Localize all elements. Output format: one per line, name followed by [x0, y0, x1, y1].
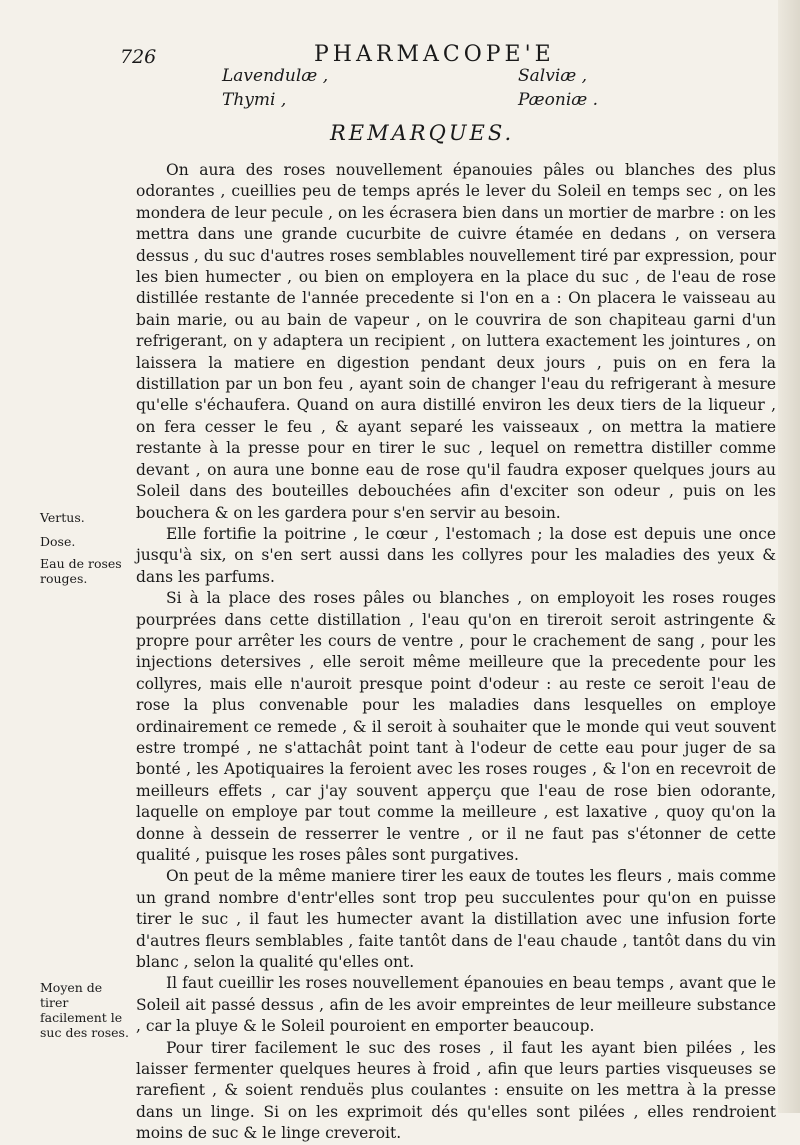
paragraph-virtues: Elle fortifie la poitrine , le cœur , l'estomach ; la dose est depuis une once jusqu'à six, on s'en sert aussi dans les collyres pour les maladies des yeux & dans les parfums.: [136, 524, 776, 586]
margin-note-virtues: Vertus.: [40, 510, 85, 525]
margin-note-juice-method: Moyen de tirer facilement le suc des roses.: [40, 980, 129, 1040]
page-number: 726: [120, 46, 157, 68]
paragraph-juice: Pour tirer facilement le suc des roses , il faut les ayant bien pilées , les laisser fermenter quelques heures à froid , afin que leurs parties visqueuses se rarefient , & soient renduës plus coulantes : ensuite on les mettra à la presse dans un linge. Si on les exprimoit dés qu'elles sont pilées , elles rendroient moins de suc & le linge creveroit.: [136, 1038, 776, 1143]
ingredient-paeoniae: Pæoniæ .: [518, 90, 599, 110]
ingredient-lavendulae: Lavendulæ ,: [222, 66, 329, 86]
running-title: PHARMACOPE'E: [314, 42, 555, 67]
facing-page-edge: [778, 0, 800, 1113]
ingredient-thymi: Thymi ,: [222, 90, 287, 110]
ingredient-salviae: Salviæ ,: [518, 66, 588, 86]
margin-note-red-rose-water: Eau de roses rouges.: [40, 556, 122, 586]
body-text: [136, 160, 776, 1145]
section-title: REMARQUES.: [330, 121, 515, 145]
margin-note-dose: Dose.: [40, 534, 76, 549]
paragraph-red-roses: Si à la place des roses pâles ou blanches , on employoit les roses rouges pourprées dans cette distillation , l'eau qu'on en tireroit seroit astringente & propre pour arrêter les cours de ventre , pour le crachement de sang , pour les injections detersives , elle seroit même meilleure que la precedente pour les collyres, mais elle n'auroit presque point d'odeur : au reste ce seroit l'eau de rose la plus convenable pour les maladies dans lesquelles on employe ordinairement ce remede , & il seroit à souhaiter que le monde qui veut souvent estre trompé , ne s'attachât point tant à l'odeur de cette eau pour juger de sa bonté , les Apotiquaires la feroient avec les roses rouges , & l'on en recevroit de meilleurs effets , car j'ay souvent apperçu que l'eau de rose bien odorante, laquelle on employe par tout comme la meilleure , est laxative , quoy qu'on la donne à dessein de resserrer le ventre , or il ne faut pas s'étonner de cette qualité , puisque les roses pâles sont purgatives.: [136, 589, 776, 864]
paragraph-picking: Il faut cueillir les roses nouvellement épanouies en beau temps , avant que le Soleil ait passé dessus , afin de les avoir empreintes de leur meilleure substance , car la pluye & le Soleil pouroient en emporter beaucoup.: [136, 974, 776, 1036]
paragraph-preparation: On aura des roses nouvellement épanouies pâles ou blanches des plus odorantes , cueillies peu de temps aprés le lever du Soleil en temps sec , on les mondera de leur pecule , on les écrasera bien dans un mortier de marbre : on les mettra dans une grande cucurbite de cuivre étamée en dedans , on versera dessus , du suc d'autres roses semblables nouvellement tiré par expression, pour les bien humecter , ou bien on employera en la place du suc , de l'eau de rose distillée restante de l'année precedente si l'on en a : On placera le vaisseau au bain marie, ou au bain de vapeur , on le couvrira de son chapiteau garni d'un refrigerant, on y adaptera un recipient , on luttera exactement les jointures , on laissera la matiere en digestion pendant deux jours , puis on en fera la distillation par un bon feu , ayant soin de changer l'eau du refrigerant à mesure qu'elle s'échaufera. Quand on aura distillé environ les deux tiers de la liqueur , on fera cesser le feu , & ayant separé les vaisseaux , on mettra la matiere restante à la presse pour en tirer le suc , lequel on remettra distiller comme devant , on aura une bonne eau de rose qu'il faudra exposer quelques jours au Soleil dans des bouteilles debouchées afin d'exciter son odeur , puis on les bouchera & on les gardera pour s'en servir au besoin.: [136, 161, 776, 522]
paragraph-other-flowers: On peut de la même maniere tirer les eaux de toutes les fleurs , mais comme un grand nombre d'entr'elles sont trop peu succulentes pour qu'on en puisse tirer le suc , il faut les humecter avant la distillation avec une infusion forte d'autres fleurs semblables , faite tantôt dans de l'eau chaude , tantôt dans du vin blanc , selon la qualité qu'elles ont.: [136, 867, 776, 972]
